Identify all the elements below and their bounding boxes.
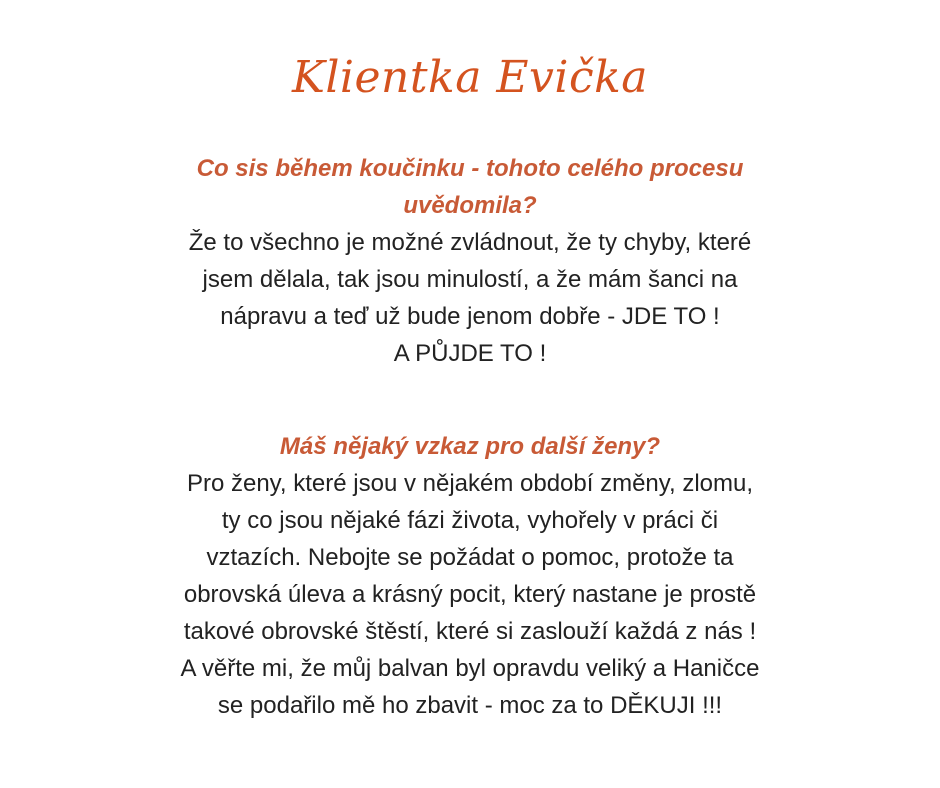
- question-line: uvědomila?: [403, 192, 537, 219]
- answer-line: obrovská úleva a krásný pocit, který nastane je prostě: [183, 581, 757, 608]
- answer-line: vztazích. Nebojte se požádat o pomoc, protože ta: [206, 544, 734, 571]
- section-coaching-reflection: [90, 150, 850, 372]
- section-message-for-women: [90, 428, 850, 724]
- answer-line: takové obrovské štěstí, které si zaslouží každá z nás !: [183, 618, 757, 645]
- answer-line: A PŮJDE TO !: [393, 340, 547, 367]
- answer-line: ty co jsou nějaké fázi života, vyhořely v práci či: [221, 507, 719, 534]
- answer-line: se podařilo mě ho zbavit - moc za to DĚKUJI !!!: [217, 692, 723, 719]
- answer-line: Že to všechno je možné zvládnout, že ty chyby, které: [188, 229, 752, 256]
- answer-line: Pro ženy, které jsou v nějakém období změny, zlomu,: [186, 470, 754, 497]
- question-line: Co sis během koučinku - tohoto celého procesu: [196, 155, 744, 182]
- answer-line: A věřte mi, že můj balvan byl opravdu veliký a Haničce: [180, 655, 760, 682]
- page-title: Klientka Evička: [291, 52, 649, 103]
- answer-line: nápravu a teď už bude jenom dobře - JDE TO !: [220, 303, 720, 330]
- question-line: Máš nějaký vzkaz pro další ženy?: [279, 433, 661, 460]
- answer-line: jsem dělala, tak jsou minulostí, a že mám šanci na: [202, 266, 738, 293]
